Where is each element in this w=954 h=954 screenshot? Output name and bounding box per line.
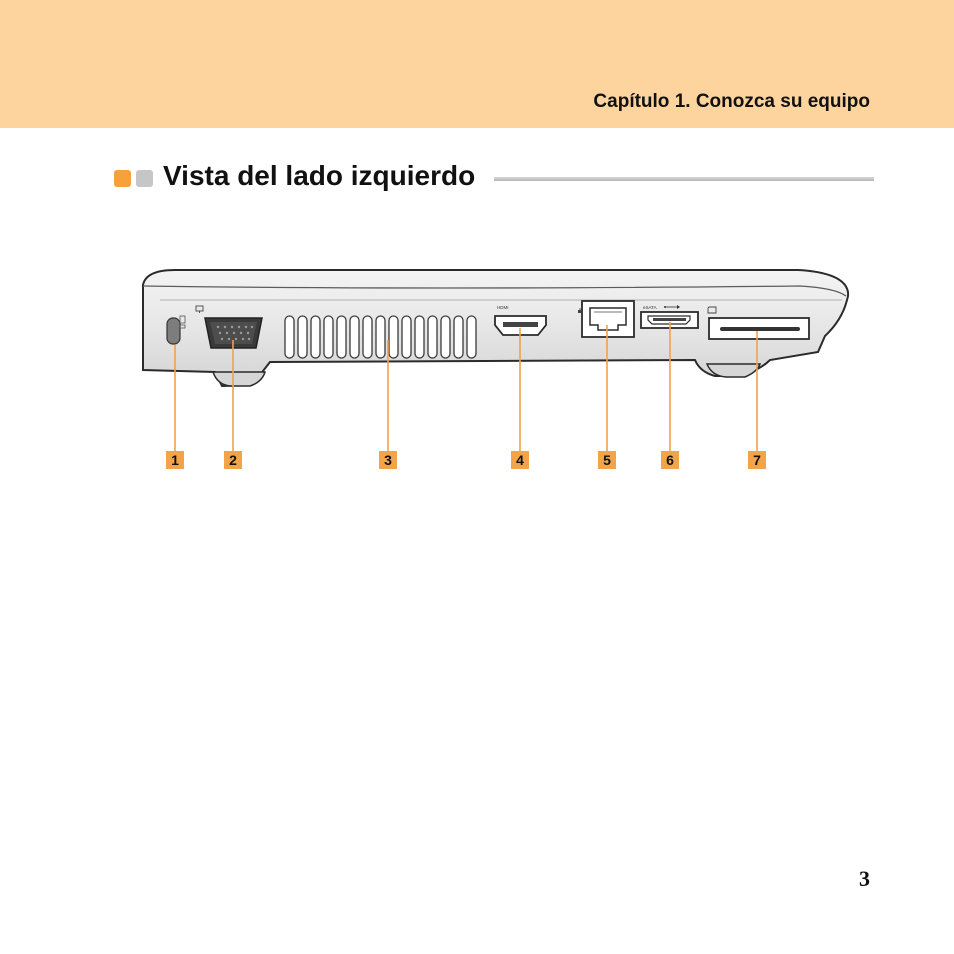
page-number: 3 — [859, 866, 870, 891]
callout-2: 2 — [224, 451, 242, 469]
chapter-title: Capítulo 1. Conozca su equipo — [593, 91, 870, 112]
callout-7: 7 — [748, 451, 766, 469]
section-title: Vista del lado izquierdo — [163, 160, 481, 192]
callout-4: 4 — [511, 451, 529, 469]
hdmi-label: HDMI — [497, 305, 509, 310]
callout-3: 3 — [379, 451, 397, 469]
callout-5: 5 — [598, 451, 616, 469]
security-slot — [167, 318, 180, 344]
esata-label: eSATA — [643, 305, 657, 310]
callout-1: 1 — [166, 451, 184, 469]
fan-vent — [285, 316, 476, 358]
callout-6: 6 — [661, 451, 679, 469]
